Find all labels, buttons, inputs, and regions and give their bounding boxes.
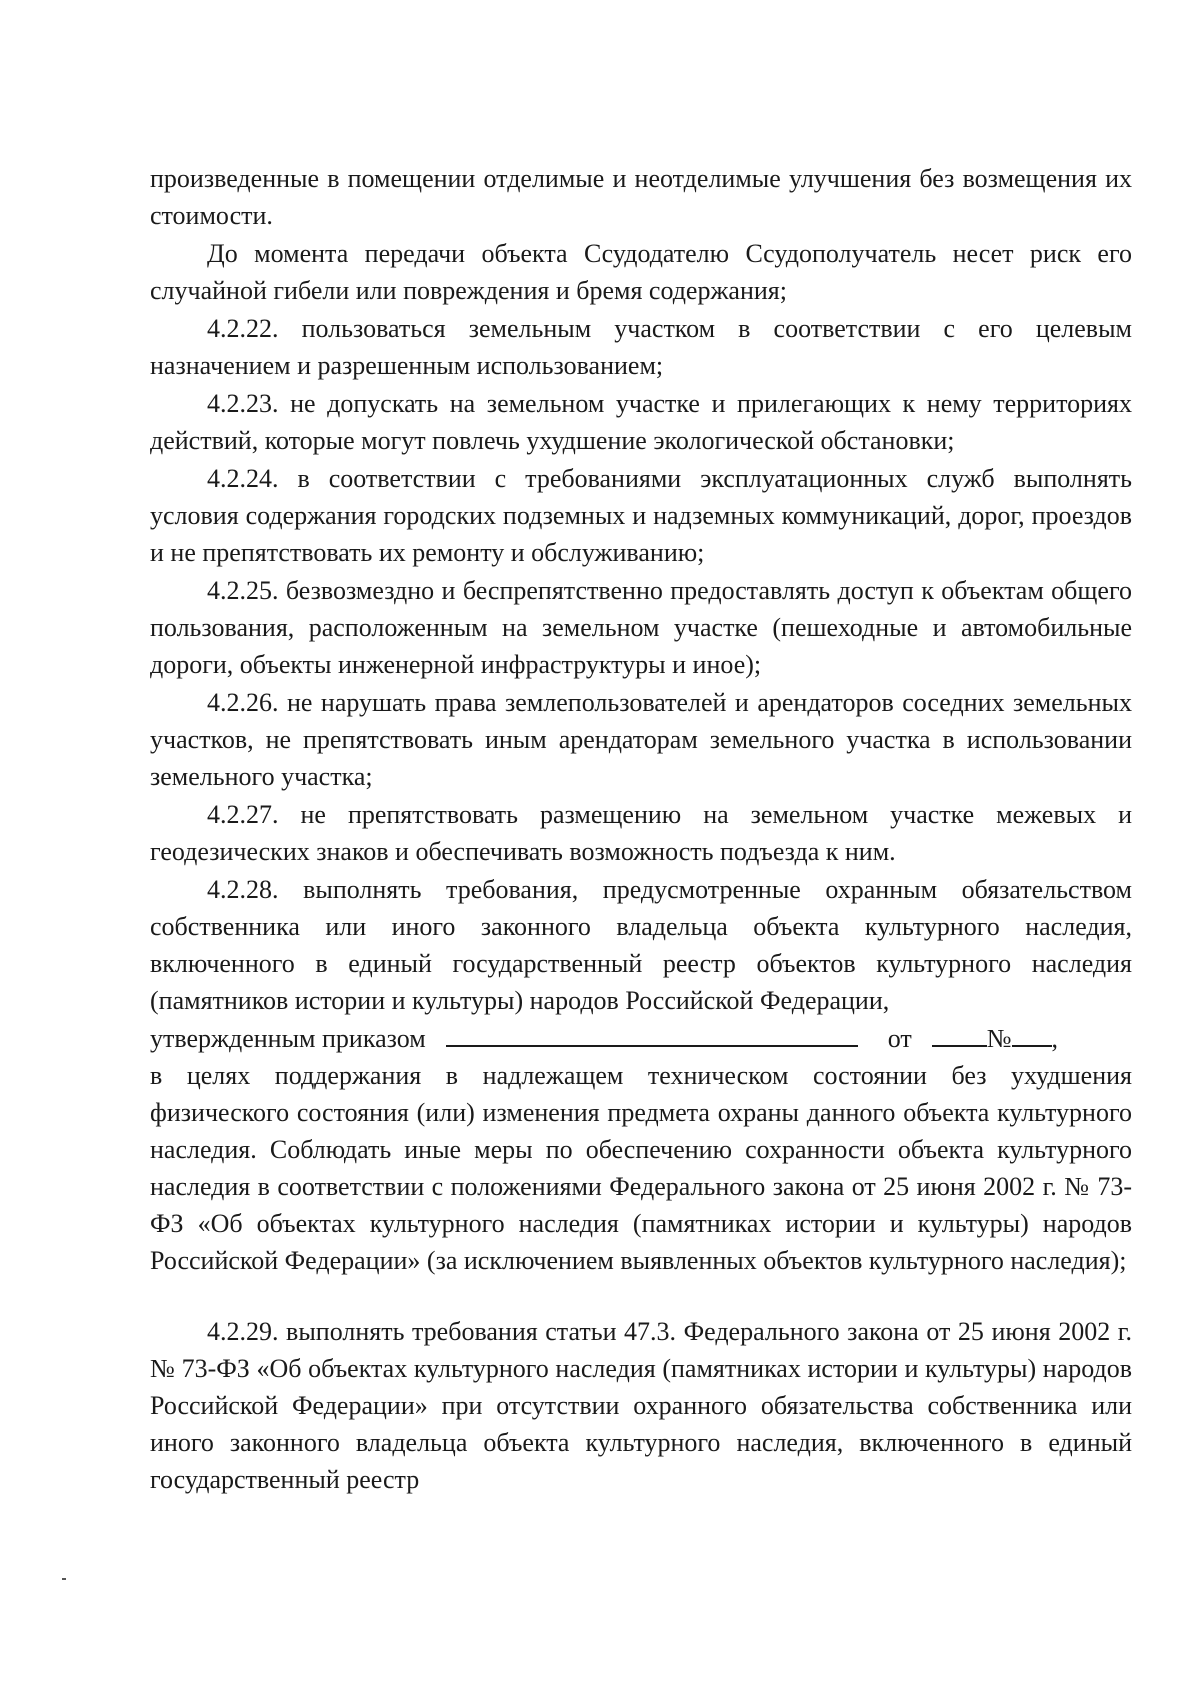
order-number-blank: [1012, 1019, 1052, 1047]
paragraph-risk: До момента передачи объекта Ссудодателю Ссудополучатель несет риск его случайной гибели или повреждения и бремя содержания;: [150, 239, 1132, 305]
paragraph-4-2-26: 4.2.26. не нарушать права землепользователей и арендаторов соседних земельных участков, не препятствовать иным арендаторам земельного участка в использовании земельного участка;: [150, 688, 1132, 791]
order-label: утвержденным приказом: [150, 1024, 426, 1053]
paragraph-4-2-22: 4.2.22. пользоваться земельным участком в соответствии с его целевым назначением и разрешенным использованием;: [150, 314, 1132, 380]
paragraph-gap: [150, 1280, 1132, 1313]
paragraph-4-2-28: [150, 871, 1132, 1279]
paragraph-continuation: произведенные в помещении отделимые и неотделимые улучшения без возмещения их стоимости.: [150, 164, 1132, 230]
paragraph-4-2-25: 4.2.25. безвозмездно и беспрепятственно предоставлять доступ к объектам общего пользования, расположенным на земельном участке (пешеходные и автомобильные дороги, объекты инженерной инфраструктуры и иное);: [150, 576, 1132, 679]
paragraph-4-2-23: 4.2.23. не допускать на земельном участке и прилегающих к нему территориях действий, которые могут повлечь ухудшение экологической обстановки;: [150, 389, 1132, 455]
paragraph-4-2-29: 4.2.29. выполнять требования статьи 47.3. Федерального закона от 25 июня 2002 г. № 73-ФЗ «Об объектах культурного наследия (памятниках истории и культуры) народов Российской Федерации» при отсутствии охранного обязательства собственника или иного законного владельца объекта культурного наследия, включенного в единый государственный реестр: [150, 1317, 1132, 1494]
order-line-end: ,: [1051, 1024, 1059, 1053]
order-number-sign: №: [986, 1024, 1012, 1053]
order-reference-line: [150, 1019, 1132, 1057]
scan-artifact: [62, 1578, 66, 1580]
document-page: [150, 160, 1132, 1499]
paragraph-4-2-28-tail: в целях поддержания в надлежащем техническом состоянии без ухудшения физического состояния (или) изменения предмета охраны данного объекта культурного наследия. Соблюдать иные меры по обеспечению сохранности объекта культурного наследия в соответствии с положениями Федерального закона от 25 июня 2002 г. № 73-ФЗ «Об объектах культурного наследия (памятниках истории и культуры) народов Российской Федерации» (за исключением выявленных объектов культурного наследия);: [150, 1061, 1132, 1275]
order-name-blank: [446, 1019, 858, 1047]
paragraph-4-2-27: 4.2.27. не препятствовать размещению на земельном участке межевых и геодезических знаков и обеспечивать возможность подъезда к ним.: [150, 800, 1132, 866]
paragraph-4-2-24: 4.2.24. в соответствии с требованиями эксплуатационных служб выполнять условия содержания городских подземных и надземных коммуникаций, дорог, проездов и не препятствовать их ремонту и обслуживанию;: [150, 464, 1132, 567]
paragraph-4-2-28-lead: 4.2.28. выполнять требования, предусмотренные охранным обязательством собственника или иного законного владельца объекта культурного наследия, включенного в единый государственный реестр объектов культурного наследия (памятников истории и культуры) народов Российской Федерации,: [150, 875, 1132, 1015]
order-from-label: от: [887, 1024, 912, 1053]
order-date-blank: [932, 1019, 987, 1047]
